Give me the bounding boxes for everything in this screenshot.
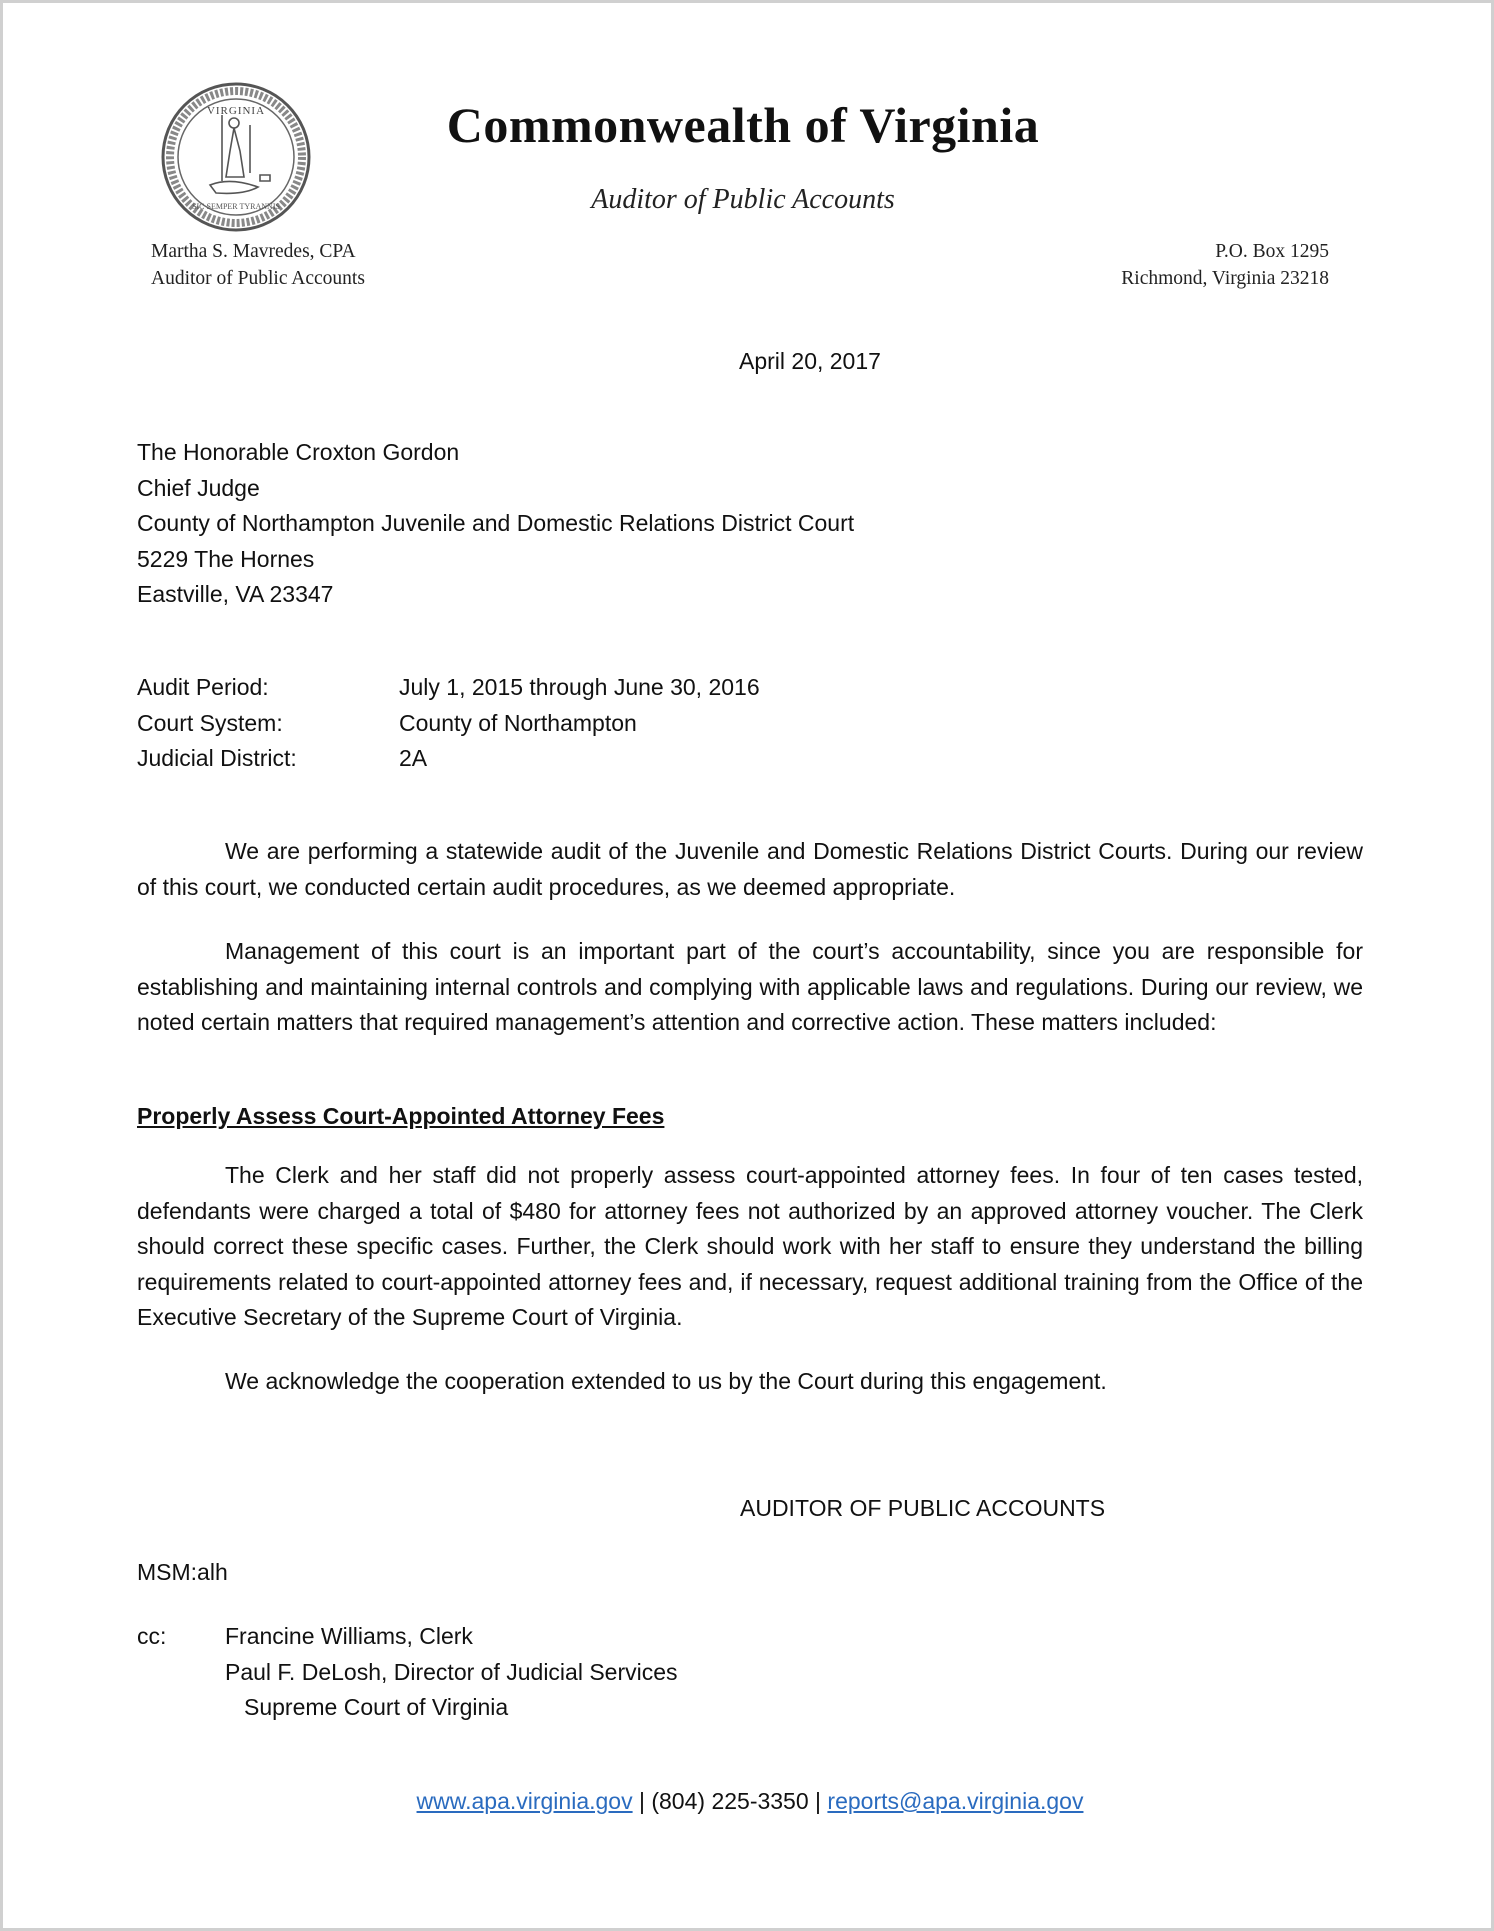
addressee-line: Chief Judge (137, 474, 260, 501)
addressee-line: Eastville, VA 23347 (137, 581, 334, 608)
closing-paragraph (137, 1364, 1363, 1400)
website-link[interactable]: www.apa.virginia.gov (416, 1788, 633, 1814)
email-link[interactable]: reports@apa.virginia.gov (827, 1788, 1084, 1814)
cc-row (137, 1690, 678, 1726)
cc-row (137, 1655, 678, 1691)
footer-contact (3, 1784, 1494, 1820)
audit-info-row (137, 741, 760, 777)
addressee-line: County of Northampton Juvenile and Domestic Relations District Court (137, 510, 855, 537)
addressee-line: 5229 The Hornes (137, 545, 315, 572)
management-paragraph (137, 934, 1363, 1041)
letterhead-subtitle: Auditor of Public Accounts (591, 184, 895, 215)
audit-info-label: Judicial District: (137, 745, 297, 772)
letterhead-title: Commonwealth of Virginia (446, 97, 1040, 153)
letterhead-auditor-block (151, 238, 365, 292)
cc-block (137, 1619, 678, 1726)
footer-separator: | (815, 1788, 822, 1814)
footer-separator: | (638, 1788, 645, 1814)
cc-label: cc: (137, 1623, 167, 1649)
finding-paragraph (137, 1158, 1363, 1336)
addressee-line: The Honorable Croxton Gordon (137, 439, 460, 465)
audit-info-value: County of Northampton (399, 709, 637, 736)
cc-row (137, 1619, 678, 1655)
audit-info-row (137, 706, 760, 742)
paragraph-text: The Clerk and her staff did not properly assess court-appointed attorney fees. In four of ten cases tested, defendants were charged a total of $480 for attorney fees not authorized by an approved attorney voucher. The Clerk should correct these specific cases. Further, the Clerk should work with her staff to ensure they understand the billing requirements related to court-appointed attorney fees and, if necessary, request additional training from the Office of the Executive Secretary of the Supreme Court of Virginia. (137, 1162, 1363, 1331)
letterhead-address-block (1121, 238, 1329, 292)
letter-date: April 20, 2017 (739, 348, 881, 374)
audit-info-label: Court System: (137, 709, 283, 736)
paragraph-text: We are performing a statewide audit of the Juvenile and Domestic Relations District Courts. During our review of this court, we conducted certain audit procedures, as we deemed appropriate. (137, 838, 1363, 900)
auditor-name: Martha S. Mavredes, CPA (151, 241, 356, 262)
auditor-title: Auditor of Public Accounts (151, 268, 365, 289)
cc-recipient: Paul F. DeLosh, Director of Judicial Services (225, 1658, 678, 1685)
cc-recipient-organization: Supreme Court of Virginia (244, 1694, 509, 1721)
addressee-block (137, 435, 854, 613)
reference-initials: MSM:alh (137, 1559, 228, 1585)
finding-heading: Properly Assess Court-Appointed Attorney Fees (137, 1103, 665, 1129)
audit-info-label: Audit Period: (137, 674, 269, 700)
audit-info-value: 2A (399, 745, 428, 772)
city-state-zip: Richmond, Virginia 23218 (1121, 268, 1329, 289)
audit-info-row (137, 670, 760, 706)
audit-info-value: July 1, 2015 through June 30, 2016 (399, 674, 760, 700)
svg-text:SIC SEMPER TYRANNIS: SIC SEMPER TYRANNIS (192, 202, 280, 211)
signature-block: AUDITOR OF PUBLIC ACCOUNTS (740, 1495, 1106, 1521)
phone-number: (804) 225-3350 (651, 1788, 809, 1814)
cc-recipient: Francine Williams, Clerk (225, 1623, 473, 1649)
po-box: P.O. Box 1295 (1215, 241, 1329, 262)
svg-text:VIRGINIA: VIRGINIA (206, 105, 266, 117)
intro-paragraph (137, 834, 1363, 905)
audit-info-table (137, 670, 760, 777)
virginia-seal-icon (160, 81, 312, 233)
paragraph-text: Management of this court is an important part of the court’s accountability, since you are responsible for establishing and maintaining internal controls and complying with applicable laws and regulations. During our review, we noted certain matters that required management’s attention and corrective action. These matters included: (137, 938, 1363, 1036)
paragraph-text: We acknowledge the cooperation extended to us by the Court during this engagement. (225, 1368, 1107, 1394)
